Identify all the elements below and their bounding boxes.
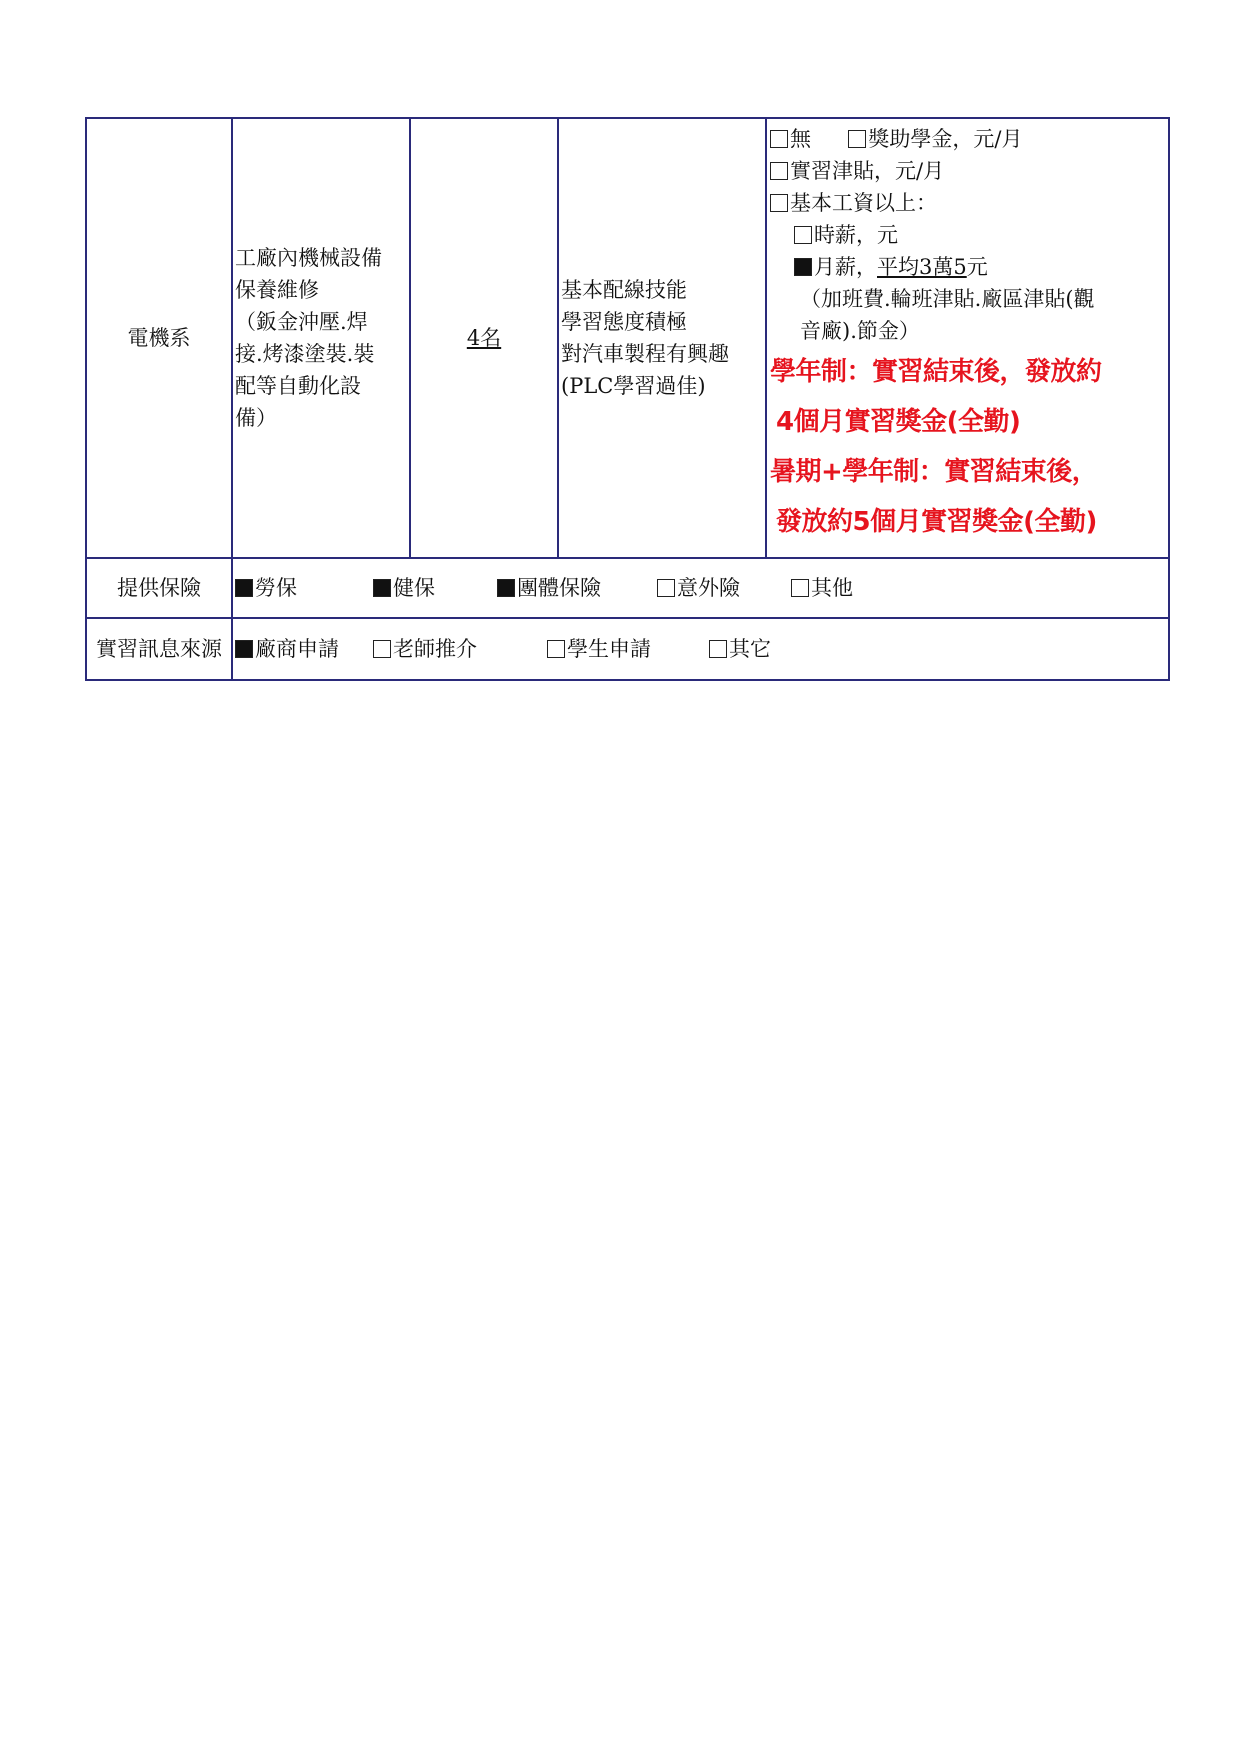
work-line: （鈑金沖壓.焊: [235, 310, 368, 334]
labor-insurance-checkbox[interactable]: [235, 579, 253, 597]
insurance-options-cell: [232, 558, 1169, 618]
requirement-line: 對汽車製程有興趣: [561, 342, 729, 366]
source-option-label: 其它: [729, 637, 771, 661]
department-cell: [86, 118, 232, 558]
hourly-checkbox[interactable]: [794, 226, 812, 244]
work-line: 配等自動化設: [235, 374, 361, 398]
department: 電機系: [127, 326, 191, 350]
insurance-option-other[interactable]: [791, 572, 853, 604]
hourly-label: 時薪，元: [814, 223, 898, 247]
teacher-recommend-checkbox[interactable]: [373, 640, 391, 658]
position-row: [86, 118, 1169, 558]
accident-insurance-checkbox[interactable]: [657, 579, 675, 597]
source-option-teacher[interactable]: [373, 633, 547, 665]
source-option-company[interactable]: [235, 633, 373, 665]
bonus-line3: 暑期+學年制：實習結束後，: [770, 457, 1098, 487]
scholarship-label: 獎助學金，元/月: [868, 127, 1023, 151]
requirements-cell: [558, 118, 766, 558]
work-line: 保養維修: [235, 278, 319, 302]
insurance-option-label: 團體保險: [517, 576, 601, 600]
bonus-line1: 學年制：實習結束後，發放約: [770, 357, 1102, 387]
insurance-option-label: 其他: [811, 576, 853, 600]
group-insurance-checkbox[interactable]: [497, 579, 515, 597]
requirement-line: (PLC學習過佳): [561, 374, 706, 398]
headcount-cell: [410, 118, 558, 558]
bonus-line2: 4個月實習獎金(全勤): [776, 407, 1021, 437]
requirement-line: 學習態度積極: [561, 310, 687, 334]
insurance-label: 提供保險: [117, 576, 201, 600]
allowance-checkbox[interactable]: [770, 162, 788, 180]
source-option-student[interactable]: [547, 633, 709, 665]
source-label: 實習訊息來源: [96, 637, 222, 661]
monthly-checkbox[interactable]: [794, 258, 812, 276]
bonus-line4: 發放約5個月實習獎金(全勤): [776, 507, 1097, 537]
insurance-option-group[interactable]: [497, 572, 657, 604]
monthly-suffix: 元: [966, 255, 988, 279]
work-line: 工廠內機械設備: [235, 246, 382, 270]
insurance-option-label: 勞保: [255, 576, 297, 600]
allowance-label: 實習津貼，元/月: [790, 159, 945, 183]
basic-wage-label: 基本工資以上：: [790, 191, 937, 215]
other-insurance-checkbox[interactable]: [791, 579, 809, 597]
insurance-option-label: 意外險: [677, 576, 740, 600]
source-option-label: 老師推介: [393, 637, 477, 661]
company-apply-checkbox[interactable]: [235, 640, 253, 658]
internship-table: [85, 117, 1170, 681]
salary-note-line1: （加班費.輪班津貼.廠區津貼(觀: [800, 287, 1095, 311]
insurance-option-health[interactable]: [373, 572, 497, 604]
other-source-checkbox[interactable]: [709, 640, 727, 658]
headcount: 4名: [466, 326, 502, 350]
insurance-row: [86, 558, 1169, 618]
source-row: [86, 618, 1169, 680]
scholarship-checkbox[interactable]: [848, 130, 866, 148]
source-label-cell: [86, 618, 232, 680]
insurance-option-labor[interactable]: [235, 572, 373, 604]
monthly-prefix: 月薪，: [814, 255, 877, 279]
none-label: 無: [790, 127, 811, 151]
basic-wage-checkbox[interactable]: [770, 194, 788, 212]
work-content-cell: [232, 118, 410, 558]
monthly-amount: 平均3萬5: [877, 255, 967, 279]
salary-note-line2: 音廠).節金）: [800, 319, 920, 343]
source-option-other[interactable]: [709, 633, 771, 665]
insurance-label-cell: [86, 558, 232, 618]
source-options-cell: [232, 618, 1169, 680]
source-option-label: 廠商申請: [255, 637, 339, 661]
none-checkbox[interactable]: [770, 130, 788, 148]
student-apply-checkbox[interactable]: [547, 640, 565, 658]
salary-cell: [766, 118, 1169, 558]
insurance-option-label: 健保: [393, 576, 435, 600]
insurance-option-accident[interactable]: [657, 572, 791, 604]
work-line: 備）: [235, 406, 277, 430]
work-line: 接.烤漆塗裝.裝: [235, 342, 375, 366]
source-option-label: 學生申請: [567, 637, 651, 661]
requirement-line: 基本配線技能: [561, 278, 687, 302]
health-insurance-checkbox[interactable]: [373, 579, 391, 597]
